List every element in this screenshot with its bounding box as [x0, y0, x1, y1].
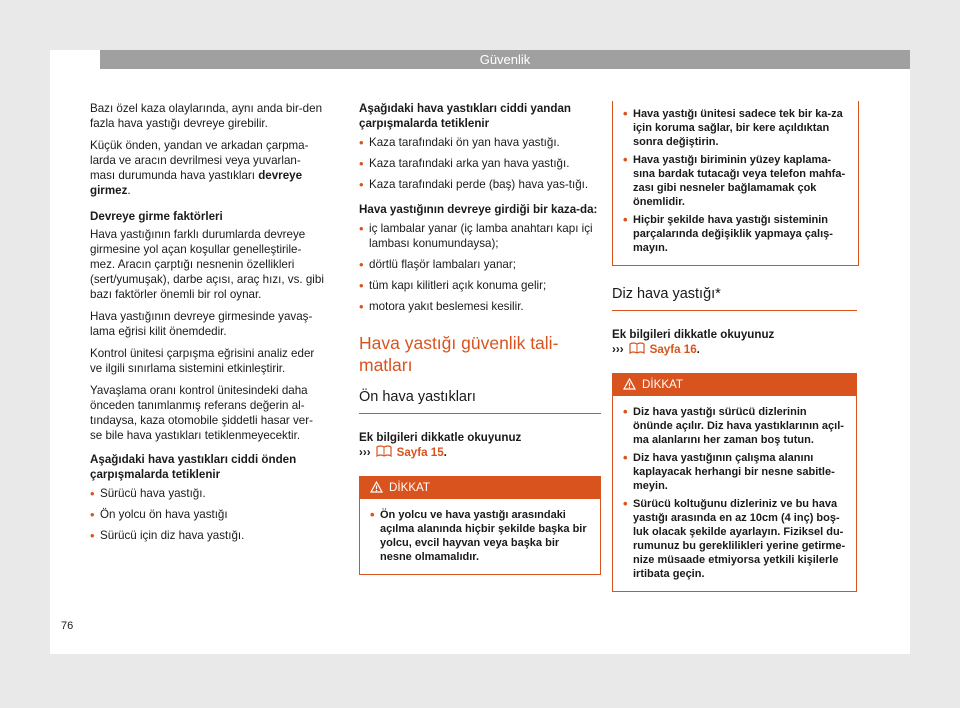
list-item: • Diz hava yastığı sürücü dizlerinin önünde açılır. Diz hava yastıklarının açıl-ma alanlarını her zaman boş tutun.	[623, 405, 847, 447]
book-icon	[376, 445, 392, 457]
arrows: ›››	[359, 446, 371, 459]
warning-box-continued	[612, 101, 859, 266]
list-item: • Kaza tarafındaki arka yan hava yastığı.	[359, 156, 601, 171]
book-icon	[629, 342, 645, 354]
list-item: • motora yakıt beslemesi kesilir.	[359, 299, 601, 314]
reference-intro: Ek bilgileri dikkatle okuyunuz	[359, 431, 522, 444]
text: .	[127, 184, 131, 197]
list-item: • Sürücü için diz hava yastığı.	[90, 528, 325, 543]
paragraph: Bazı özel kaza olaylarında, aynı anda bir-den fazla hava yastığı devreye girebilir.	[90, 102, 323, 130]
list-item: • Hava yastığı biriminin yüzey kaplama-sına bardak tutacağı veya telefon mahfa-zası gibi nesneler bağlamamak çok önemlidir.	[623, 153, 849, 209]
warning-triangle-icon	[623, 378, 636, 390]
paragraph	[90, 138, 325, 198]
warning-body	[613, 396, 856, 591]
list-item: • Diz hava yastığının çalışma alanını kaplayacak herhangi bir nesne sabitle-meyin.	[623, 451, 847, 493]
list-item: • Ön yolcu ve hava yastığı arasındaki açılma alanında hiçbir şekilde başka bir yolcu, evcil hayvan veya başka bir nesne olmamalıdır.	[370, 508, 591, 564]
column-2	[359, 101, 601, 575]
cross-reference	[359, 430, 601, 460]
list-item: • Kaza tarafındaki ön yan hava yastığı.	[359, 135, 601, 150]
list-item: • dörtlü flaşör lambaları yanar;	[359, 257, 601, 272]
paragraph: Hava yastığının devreye girmesinde yavaş-lama eğrisi kilit önemdedir.	[90, 310, 313, 338]
paragraph: Hava yastığının farklı durumlarda devreye girmesine yol açan koşullar genelleştirile-mez. Aracın çarptığı nesnenin özellikleri (sert/yumuşak), darbe açısı, araç hızı, vs. gibi bazı faktörler önemli bir rol oynar.	[90, 228, 324, 301]
warning-body	[360, 499, 600, 574]
warning-triangle-icon	[370, 481, 383, 493]
column-1	[90, 101, 325, 549]
list-item: • Kaza tarafındaki perde (baş) hava yas-tığı.	[359, 177, 601, 192]
list-item: • iç lambalar yanar (iç lamba anahtarı kapı içi lambası konumundaysa);	[359, 221, 601, 251]
column-3	[612, 285, 857, 592]
warning-box	[359, 476, 601, 575]
cross-reference	[612, 327, 857, 357]
text: .	[696, 343, 700, 356]
list-item: • Ön yolcu ön hava yastığı	[90, 507, 325, 522]
list-item: • tüm kapı kilitleri açık konuma gelir;	[359, 278, 601, 293]
heading: Aşağıdaki hava yastıkları ciddi önden çarpışmalarda tetiklenir	[90, 453, 297, 481]
reference-intro: Ek bilgileri dikkatle okuyunuz	[612, 328, 775, 341]
paragraph: Kontrol ünitesi çarpışma eğrisini analiz eder ve ilgili sınırlama sistemini etkinleştirir.	[90, 347, 315, 375]
page-number: 76	[61, 620, 74, 632]
warning-body	[613, 101, 858, 265]
paragraph: Yavaşlama oranı kontrol ünitesindeki daha önceden tanımlanmış referans değerin al-tındaysa, kaza otomobile şiddetli hasar ver-se bile hava yastıkları tetiklenmeyecektir.	[90, 384, 313, 442]
text: Küçük önden, yandan ve arkadan çarpma-larda ve aracın devrilmesi veya yuvarlan-ması durumunda hava yastıkları	[90, 139, 309, 182]
text: .	[443, 446, 447, 459]
page-link[interactable]: Sayfa 16	[649, 343, 697, 356]
list-item: • Sürücü hava yastığı.	[90, 486, 325, 501]
warning-title: DİKKAT	[389, 481, 431, 494]
warning-header	[360, 477, 600, 499]
subsection-title: Ön hava yastıkları	[359, 388, 601, 414]
list-item: • Sürücü koltuğunu dizleriniz ve bu hava yastığı arasında en az 10cm (4 inç) boş-luk olacak şekilde ayarlayın. Fiziksel du-rumunuz bu gereklilikleri yerine getirme-nize müsaade etmiyorsa yetkili kişilerle irtibata geçin.	[623, 497, 847, 581]
section-title: Hava yastığı güvenlik tali-matları	[359, 333, 559, 375]
heading: Hava yastığının devreye girdiği bir kaza-da:	[359, 203, 598, 216]
reference-line	[612, 342, 857, 357]
list-item: • Hava yastığı ünitesi sadece tek bir ka-za için koruma sağlar, bir kere açıldıktan sonra değiştirin.	[623, 107, 849, 149]
warning-header	[613, 374, 856, 396]
list-item: • Hiçbir şekilde hava yastığı sisteminin parçalarında değişiklik yapmaya çalış-mayın.	[623, 213, 849, 255]
page-link[interactable]: Sayfa 15	[396, 446, 444, 459]
heading: Devreye girme faktörleri	[90, 210, 223, 223]
arrows: ›››	[612, 343, 624, 356]
warning-title: DİKKAT	[642, 378, 684, 391]
reference-line	[359, 445, 601, 460]
page-header: Güvenlik	[100, 50, 910, 69]
subsection-title: Diz hava yastığı*	[612, 285, 857, 311]
heading: Aşağıdaki hava yastıkları ciddi yandan çarpışmalarda tetiklenir	[359, 102, 571, 130]
warning-box	[612, 373, 857, 592]
emphasis: devreye girmez	[90, 169, 303, 197]
